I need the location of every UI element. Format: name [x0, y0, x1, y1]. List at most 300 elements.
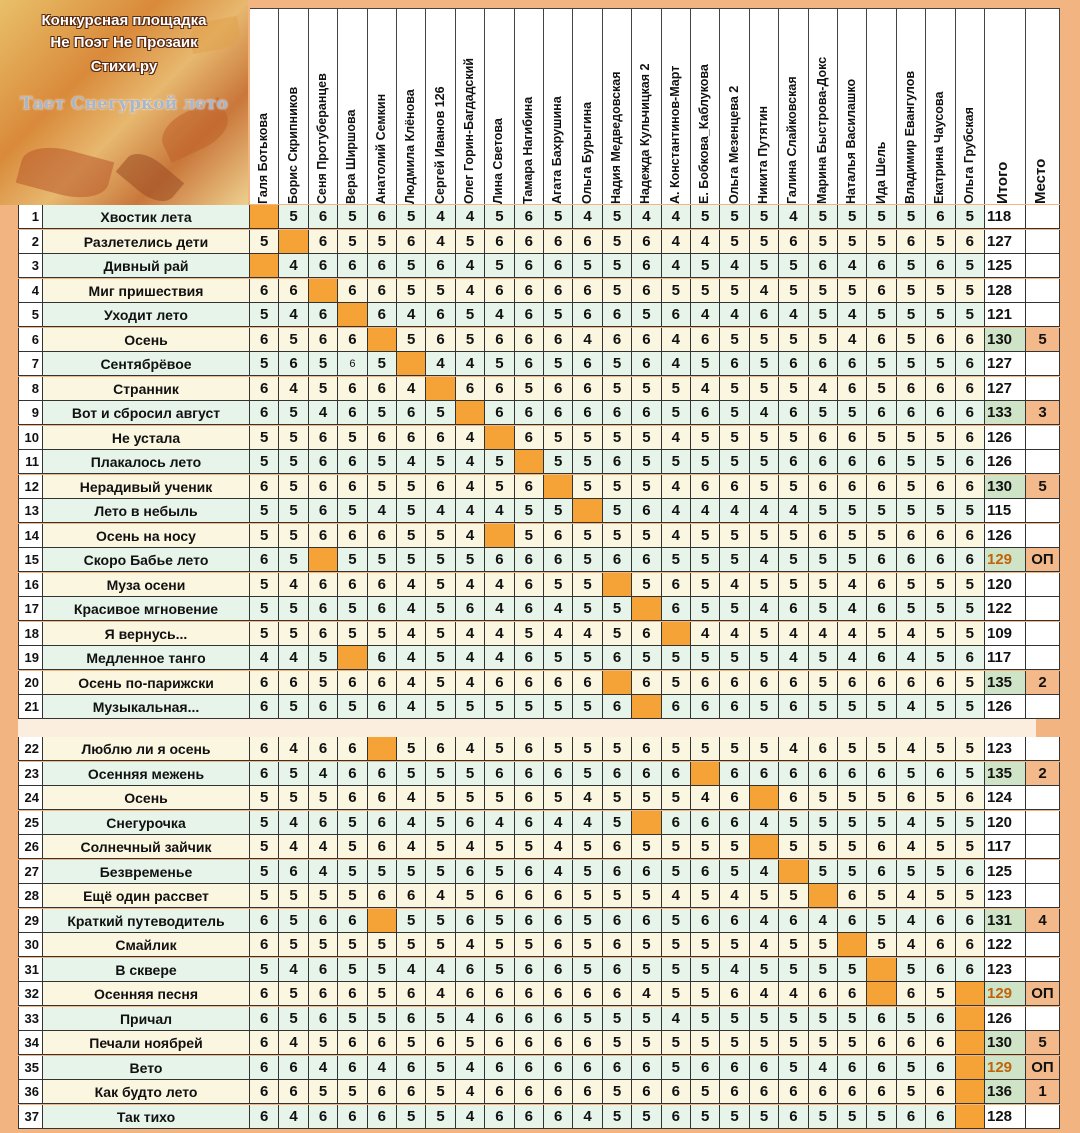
score-cell: 4 [456, 573, 485, 597]
score-cell: 5 [926, 450, 955, 474]
score-cell: 6 [779, 597, 808, 621]
score-cell: 5 [573, 737, 602, 761]
score-cell: 5 [809, 279, 838, 303]
score-cell: 5 [338, 230, 367, 254]
score-cell: 6 [250, 1056, 279, 1080]
score-cell: 6 [485, 377, 514, 401]
score-cell: 6 [691, 909, 720, 933]
score-cell: 6 [250, 933, 279, 957]
score-cell: 5 [368, 352, 397, 376]
score-cell: 5 [279, 933, 308, 957]
score-cell: 5 [279, 884, 308, 908]
score-cell: 5 [720, 205, 749, 229]
score-cell: 5 [691, 279, 720, 303]
score-cell: 6 [250, 671, 279, 695]
place-cell: ОП [1026, 982, 1060, 1006]
score-cell: 4 [838, 303, 867, 327]
score-cell: 5 [338, 860, 367, 884]
score-cell: 5 [485, 860, 514, 884]
place-header [1026, 8, 1060, 204]
score-cell: 5 [368, 933, 397, 957]
poem-title: Красивое мгновение [43, 597, 250, 621]
score-cell: 5 [926, 982, 955, 1006]
score-cell: 5 [956, 884, 985, 908]
score-cell: 5 [867, 909, 896, 933]
score-cell: 6 [544, 884, 573, 908]
poem-title: Медленное танго [43, 646, 250, 670]
score-cell: 5 [426, 1007, 455, 1031]
score-cell: 5 [632, 475, 661, 499]
score-cell: 5 [368, 475, 397, 499]
total-cell: 133 [985, 401, 1026, 425]
score-cell: 6 [867, 401, 896, 425]
score-cell: 5 [779, 328, 808, 352]
judge-name: Е. Бобкова_Каблукова [697, 64, 712, 204]
score-cell: 6 [750, 303, 779, 327]
place-cell [1026, 597, 1060, 621]
score-cell: 5 [750, 622, 779, 646]
score-cell: 6 [485, 1080, 514, 1104]
score-cell: 6 [926, 401, 955, 425]
score-cell: 5 [720, 279, 749, 303]
score-cell: 6 [309, 811, 338, 835]
score-cell: 5 [338, 933, 367, 957]
score-cell: 6 [544, 982, 573, 1006]
score-cell: 6 [250, 1105, 279, 1129]
judge-name: Олег Горин-Багдадский [461, 58, 476, 204]
score-cell: 6 [426, 475, 455, 499]
score-cell: 6 [809, 524, 838, 548]
score-cell: 5 [691, 958, 720, 982]
score-cell: 5 [279, 450, 308, 474]
score-cell: 5 [662, 909, 691, 933]
score-cell: 4 [779, 737, 808, 761]
score-cell: 5 [926, 622, 955, 646]
score-cell: 4 [397, 450, 426, 474]
score-cell: 5 [250, 958, 279, 982]
score-cell: 6 [897, 230, 926, 254]
score-cell: 4 [485, 622, 514, 646]
poem-title: В сквере [43, 958, 250, 982]
score-cell: 5 [632, 835, 661, 859]
score-cell: 6 [309, 328, 338, 352]
judge-name: Сергей Иванов 126 [432, 86, 447, 204]
score-cell: 6 [515, 786, 544, 810]
score-cell: 5 [750, 426, 779, 450]
score-cell: 6 [720, 475, 749, 499]
score-cell: 5 [809, 401, 838, 425]
score-cell: 6 [426, 1031, 455, 1055]
score-cell: 6 [515, 303, 544, 327]
score-cell [397, 352, 426, 376]
score-cell: 5 [397, 737, 426, 761]
score-cell: 4 [456, 1080, 485, 1104]
score-cell: 5 [485, 933, 514, 957]
score-cell: 5 [867, 737, 896, 761]
contest-banner [0, 0, 248, 205]
score-cell: 4 [544, 835, 573, 859]
score-cell [956, 1080, 985, 1104]
score-cell: 5 [779, 426, 808, 450]
score-cell: 5 [926, 230, 955, 254]
score-cell: 5 [779, 524, 808, 548]
score-cell: 5 [573, 475, 602, 499]
score-cell: 6 [603, 958, 632, 982]
score-cell: 6 [926, 328, 955, 352]
score-cell: 5 [338, 622, 367, 646]
score-cell: 6 [397, 401, 426, 425]
score-cell: 4 [426, 982, 455, 1006]
score-cell: 6 [515, 1080, 544, 1104]
score-cell: 6 [926, 1056, 955, 1080]
score-cell: 6 [897, 548, 926, 572]
score-cell: 6 [779, 1105, 808, 1129]
score-cell: 6 [279, 279, 308, 303]
score-cell: 6 [956, 548, 985, 572]
score-cell: 6 [456, 860, 485, 884]
score-cell: 4 [897, 933, 926, 957]
banner-line-1: Конкурсная площадка [41, 12, 207, 29]
score-cell [956, 1105, 985, 1129]
score-cell: 5 [809, 786, 838, 810]
score-cell: 5 [838, 1105, 867, 1129]
judge-header [544, 8, 573, 204]
score-cell: 6 [485, 1007, 514, 1031]
score-cell: 5 [309, 933, 338, 957]
score-cell: 4 [456, 450, 485, 474]
score-cell: 6 [368, 811, 397, 835]
score-cell: 6 [603, 646, 632, 670]
score-cell: 6 [338, 737, 367, 761]
score-cell: 4 [662, 328, 691, 352]
score-cell: 5 [750, 475, 779, 499]
score-cell: 5 [426, 811, 455, 835]
score-cell: 5 [279, 695, 308, 719]
score-cell: 5 [897, 1080, 926, 1104]
score-cell: 6 [309, 737, 338, 761]
score-cell: 5 [632, 933, 661, 957]
score-cell: 4 [544, 597, 573, 621]
score-cell: 6 [309, 499, 338, 523]
score-cell: 6 [515, 328, 544, 352]
score-cell: 5 [456, 1031, 485, 1055]
score-cell: 5 [456, 884, 485, 908]
judge-header [691, 8, 720, 204]
score-cell: 6 [603, 450, 632, 474]
score-cell: 6 [368, 377, 397, 401]
score-cell: 4 [573, 786, 602, 810]
score-cell: 5 [632, 426, 661, 450]
score-cell: 6 [720, 909, 749, 933]
score-cell: 5 [720, 524, 749, 548]
score-cell: 6 [691, 401, 720, 425]
score-cell: 6 [603, 548, 632, 572]
score-cell: 6 [956, 426, 985, 450]
score-cell: 6 [250, 1031, 279, 1055]
score-cell: 5 [720, 835, 749, 859]
score-cell: 5 [956, 303, 985, 327]
place-cell [1026, 695, 1060, 719]
total-cell: 117 [985, 646, 1026, 670]
score-cell: 4 [456, 205, 485, 229]
poem-title: Печали ноябрей [43, 1031, 250, 1055]
score-cell: 6 [838, 909, 867, 933]
score-cell: 6 [338, 352, 367, 376]
place-cell [1026, 524, 1060, 548]
score-cell: 5 [515, 377, 544, 401]
score-cell: 6 [603, 835, 632, 859]
row-number: 29 [18, 909, 43, 933]
score-cell: 6 [515, 352, 544, 376]
score-cell: 5 [309, 1031, 338, 1055]
score-cell: 5 [662, 958, 691, 982]
judge-header [426, 8, 455, 204]
score-cell: 6 [515, 597, 544, 621]
place-cell [1026, 303, 1060, 327]
score-cell: 5 [368, 401, 397, 425]
score-cell: 6 [397, 230, 426, 254]
score-cell: 5 [691, 548, 720, 572]
score-cell: 5 [809, 548, 838, 572]
score-cell: 5 [397, 1031, 426, 1055]
score-cell: 5 [603, 1031, 632, 1055]
score-cell: 5 [838, 401, 867, 425]
score-cell: 4 [779, 499, 808, 523]
score-cell: 5 [838, 695, 867, 719]
score-cell: 6 [368, 303, 397, 327]
score-cell: 4 [750, 909, 779, 933]
score-cell: 5 [603, 811, 632, 835]
total-cell: 117 [985, 835, 1026, 859]
score-cell: 5 [897, 958, 926, 982]
score-cell: 6 [956, 450, 985, 474]
score-cell: 5 [926, 646, 955, 670]
score-cell: 6 [809, 1080, 838, 1104]
poem-title: Люблю ли я осень [43, 737, 250, 761]
score-cell: 5 [309, 786, 338, 810]
judge-header [779, 8, 808, 204]
score-cell: 4 [720, 958, 749, 982]
score-cell: 6 [309, 573, 338, 597]
row-number: 13 [18, 499, 43, 523]
score-cell: 5 [250, 622, 279, 646]
score-cell: 4 [662, 524, 691, 548]
score-cell: 5 [573, 524, 602, 548]
score-cell: 4 [456, 1105, 485, 1129]
score-cell: 4 [485, 646, 514, 670]
score-cell: 5 [426, 860, 455, 884]
score-cell: 5 [279, 909, 308, 933]
score-cell: 6 [897, 1031, 926, 1055]
poem-title: Осенняя песня [43, 982, 250, 1006]
score-cell: 6 [485, 401, 514, 425]
row-number: 28 [18, 884, 43, 908]
score-cell: 5 [720, 377, 749, 401]
score-cell: 6 [338, 279, 367, 303]
score-cell: 4 [691, 786, 720, 810]
score-cell: 5 [720, 646, 749, 670]
score-cell: 5 [426, 573, 455, 597]
score-cell: 6 [867, 762, 896, 786]
score-cell: 6 [897, 1105, 926, 1129]
score-cell: 5 [426, 622, 455, 646]
score-cell: 6 [603, 982, 632, 1006]
score-cell: 6 [309, 524, 338, 548]
score-cell: 4 [897, 622, 926, 646]
judge-header [897, 8, 926, 204]
score-cell: 6 [309, 205, 338, 229]
score-cell: 5 [662, 1056, 691, 1080]
score-cell: 6 [368, 695, 397, 719]
score-cell: 5 [956, 622, 985, 646]
score-cell: 5 [662, 671, 691, 695]
score-cell: 5 [485, 450, 514, 474]
score-cell: 5 [456, 762, 485, 786]
score-cell: 4 [662, 499, 691, 523]
score-cell: 4 [456, 646, 485, 670]
row-number: 35 [18, 1056, 43, 1080]
score-cell: 6 [691, 671, 720, 695]
score-cell: 6 [926, 933, 955, 957]
judge-name: Ида Шель [873, 141, 888, 204]
place-cell [1026, 786, 1060, 810]
score-cell: 5 [838, 499, 867, 523]
score-cell: 6 [515, 671, 544, 695]
score-cell: 5 [809, 646, 838, 670]
score-cell: 4 [838, 597, 867, 621]
score-cell: 6 [515, 982, 544, 1006]
score-cell: 5 [897, 426, 926, 450]
row-number: 32 [18, 982, 43, 1006]
score-cell: 5 [720, 1007, 749, 1031]
score-cell: 6 [720, 352, 749, 376]
score-cell: 6 [338, 450, 367, 474]
score-cell: 6 [250, 1007, 279, 1031]
score-cell: 6 [750, 1080, 779, 1104]
score-cell: 5 [750, 450, 779, 474]
score-cell: 4 [544, 860, 573, 884]
score-cell: 5 [662, 646, 691, 670]
score-cell: 5 [720, 933, 749, 957]
score-cell: 6 [956, 933, 985, 957]
score-cell: 5 [544, 573, 573, 597]
score-cell: 5 [779, 884, 808, 908]
score-cell: 6 [867, 671, 896, 695]
score-cell: 6 [544, 548, 573, 572]
score-cell: 5 [838, 205, 867, 229]
score-cell: 6 [368, 1105, 397, 1129]
score-cell: 6 [720, 811, 749, 835]
score-cell: 4 [397, 835, 426, 859]
score-cell: 5 [573, 450, 602, 474]
row-number: 33 [18, 1007, 43, 1031]
score-cell: 6 [603, 1056, 632, 1080]
score-cell: 4 [397, 573, 426, 597]
score-cell: 6 [720, 786, 749, 810]
score-cell: 6 [867, 835, 896, 859]
score-cell: 4 [397, 597, 426, 621]
judge-header [309, 8, 338, 204]
score-cell: 5 [867, 933, 896, 957]
score-cell: 6 [279, 1080, 308, 1104]
judge-name: Сеня Протуберанцев [314, 73, 329, 204]
score-cell: 5 [956, 573, 985, 597]
score-cell: 5 [485, 695, 514, 719]
score-cell: 6 [485, 548, 514, 572]
score-cell: 5 [426, 279, 455, 303]
score-cell: 5 [368, 622, 397, 646]
score-cell: 4 [397, 377, 426, 401]
score-cell: 5 [632, 1031, 661, 1055]
score-cell: 5 [809, 1105, 838, 1129]
score-cell: 6 [338, 762, 367, 786]
judge-name: Людмила Клёнова [403, 89, 418, 204]
score-cell: 6 [250, 548, 279, 572]
score-cell: 5 [515, 695, 544, 719]
score-cell: 5 [426, 909, 455, 933]
score-cell: 6 [867, 860, 896, 884]
score-cell: 6 [926, 548, 955, 572]
score-cell: 4 [309, 835, 338, 859]
score-cell: 5 [632, 958, 661, 982]
score-cell: 5 [750, 205, 779, 229]
score-cell: 6 [662, 1080, 691, 1104]
score-cell: 6 [632, 230, 661, 254]
score-cell [368, 328, 397, 352]
score-cell: 6 [926, 377, 955, 401]
score-cell: 5 [662, 835, 691, 859]
score-cell: 5 [838, 230, 867, 254]
score-cell: 4 [485, 811, 514, 835]
score-cell: 6 [250, 982, 279, 1006]
poem-title: Краткий путеводитель [43, 909, 250, 933]
score-cell: 5 [544, 426, 573, 450]
score-cell: 5 [426, 1105, 455, 1129]
score-cell: 5 [662, 450, 691, 474]
score-cell: 5 [867, 230, 896, 254]
score-cell: 5 [338, 205, 367, 229]
score-cell: 6 [338, 401, 367, 425]
score-cell: 6 [573, 377, 602, 401]
score-cell: 5 [338, 548, 367, 572]
score-cell [632, 811, 661, 835]
score-cell: 5 [368, 450, 397, 474]
score-cell: 6 [544, 279, 573, 303]
score-cell: 6 [515, 230, 544, 254]
score-cell: 4 [691, 377, 720, 401]
score-cell: 5 [779, 1007, 808, 1031]
score-cell [485, 524, 514, 548]
score-cell: 5 [544, 646, 573, 670]
score-cell: 5 [368, 230, 397, 254]
score-cell: 5 [485, 835, 514, 859]
score-cell: 6 [544, 524, 573, 548]
score-cell: 4 [397, 646, 426, 670]
row-number: 26 [18, 835, 43, 859]
poem-title: Скоро Бабье лето [43, 548, 250, 572]
score-cell: 5 [397, 762, 426, 786]
score-cell: 6 [838, 671, 867, 695]
score-cell: 4 [456, 279, 485, 303]
row-number: 2 [18, 230, 43, 254]
score-cell: 5 [926, 352, 955, 376]
score-cell: 5 [250, 860, 279, 884]
score-cell: 6 [544, 328, 573, 352]
poem-title: Осенняя межень [43, 762, 250, 786]
score-cell: 5 [750, 1007, 779, 1031]
poem-title: Ещё один рассвет [43, 884, 250, 908]
score-cell: 6 [691, 695, 720, 719]
